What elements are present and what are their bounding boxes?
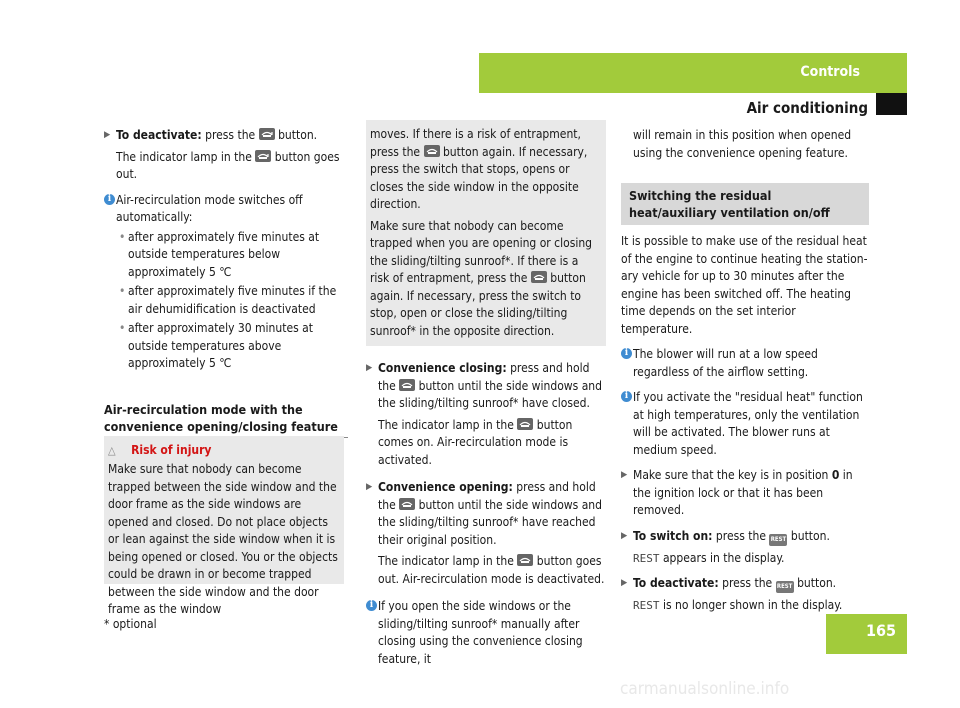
rest-button-icon: REST [769, 534, 787, 546]
recirculation-button-icon [259, 128, 275, 140]
footnote: * optional [104, 617, 157, 631]
deactivate-step: ▶ To deactivate: press the button. The indicator lamp in the button goes out. [104, 128, 340, 181]
step-arrow-icon: ▶ [366, 363, 373, 373]
info-note: i If you open the side windows or the sliding/tilting sunroof* manually after closing using the convenience closing feature, it [366, 598, 606, 668]
info-icon: i [104, 194, 115, 205]
info-note: i If you activate the "residual heat" function at high temperatures, only the ventilation will be activated. The blower runs at medium speed. [621, 389, 869, 459]
list-item: • after approximately 30 minutes at outside temperatures above approximately 5 ℃ [119, 321, 314, 370]
step-arrow-icon: ▶ [621, 578, 628, 588]
watermark: carmanualsonline.info [620, 679, 790, 699]
recirculation-button-icon [399, 498, 415, 510]
key-position-step: ▶ Make sure that the key is in position 0 in the ignition lock or that it has been removed. [621, 468, 853, 517]
subheading: Air-recirculation mode with the convenience opening/closing feature [104, 401, 348, 438]
section-title: Controls [800, 64, 860, 80]
warning-continued-box: moves. If there is a risk of entrapment, press the button again. If necessary, press the switch that stops, opens or closes the side window in the opposite direction. Make sure that nobody can become trapped when you are opening or closing the sliding/tilting sunroof*. If there is a risk of entrapment, press the button again. If necessary, press the switch to stop, open or close the sliding/tilting sunroof* in the opposite direction. [366, 120, 606, 346]
warning-box: △ Risk of injury Make sure that nobody can become trapped between the side window and the door frame as the side windows are opened and closed. Do not place objects or lean against the side window when it is being opened or closed. You or the objects could be drawn in or become trapped between the side window and the door frame as the window [104, 436, 344, 584]
step-arrow-icon: ▶ [104, 130, 111, 140]
rest-button-icon: REST [776, 581, 794, 593]
warning-triangle-icon: △ [108, 444, 116, 457]
section-heading: Switching the residual heat/auxiliary ventilation on/off [621, 183, 869, 225]
step-arrow-icon: ▶ [621, 470, 628, 480]
column-3: will remain in this position when opened using the convenience opening feature. Switching the residual heat/auxiliary ventilation on/off It is possible to make use of the residual heat of the engine to continue heating the station-ary vehicle for up to 30 minutes after the engine has been switched off. The heating time depends on the set interior temperature. i The blower will run at a low speed regardless of the airflow setting. i If you activate the "residual heat" function at high temperatures, only the ventilation will be activated. The blower runs at medium speed. ▶ Make sure that the key is in position 0 in the ignition lock or that it has been removed. ▶ To switch on: press the REST button. REST appears in the display. ▶ To deactivate: press the REST button. REST is no longer shown in the display. [621, 127, 869, 620]
recirculation-button-icon [255, 150, 271, 162]
info-icon: i [621, 391, 632, 402]
recirculation-button-icon [531, 271, 547, 283]
list-item: • after approximately five minutes at outside temperatures below approximately 5 ℃ [119, 229, 320, 279]
page-number: 165 [865, 621, 896, 640]
convenience-opening-step: ▶ Convenience opening: press and hold the button until the side windows and the sliding/tilting sunroof* have reached their original position. The indicator lamp in the button goes out. Air-recirculation mode is deactivated. [366, 480, 605, 586]
deactivate-rest-step: ▶ To deactivate: press the REST button. REST is no longer shown in the display. [621, 576, 843, 612]
column-2 [366, 120, 606, 668]
paragraph: It is possible to make use of the residual heat of the engine to continue heating the station-ary vehicle for up to 30 minutes after the engine has been switched off. The heating time depends on the set interior temperature. [621, 234, 868, 336]
page-title: Air conditioning [746, 99, 868, 117]
recirculation-button-icon [517, 418, 533, 430]
info-note: i The blower will run at a low speed regardless of the airflow setting. [621, 346, 869, 381]
step-arrow-icon: ▶ [366, 482, 373, 492]
recirculation-button-icon [517, 554, 533, 566]
recirculation-button-icon [424, 145, 440, 157]
convenience-closing-step: ▶ Convenience closing: press and hold the button until the side windows and the sliding/tilting sunroof* have closed. The indicator lamp in the button comes on. Air-recirculation mode is activated. [366, 361, 603, 467]
switch-on-step: ▶ To switch on: press the REST button. REST appears in the display. [621, 528, 830, 565]
info-icon: i [621, 348, 632, 359]
column-1 [104, 127, 348, 438]
info-icon: i [366, 600, 377, 611]
info-note: i Air-recirculation mode switches off automatically: • after approximately five minutes at outside temperatures below approximately 5 ℃ • after approximately five minutes if the air dehumidification is deactivated • after approximately 30 minutes at outside temperatures above approximately 5 ℃ [104, 192, 348, 373]
header-tab [876, 93, 907, 115]
warning-text: Make sure that nobody can become trapped between the side window and the door frame as the side windows are opened and closed. Do not place objects or lean against the side window when it is being opened or closed. You or the objects could be drawn in or become trapped between the side window and the door frame as the window [108, 462, 338, 616]
recirculation-button-icon [399, 379, 415, 391]
step-arrow-icon: ▶ [621, 530, 628, 541]
list-item: • after approximately five minutes if the air dehumidification is deactivated [119, 284, 337, 316]
